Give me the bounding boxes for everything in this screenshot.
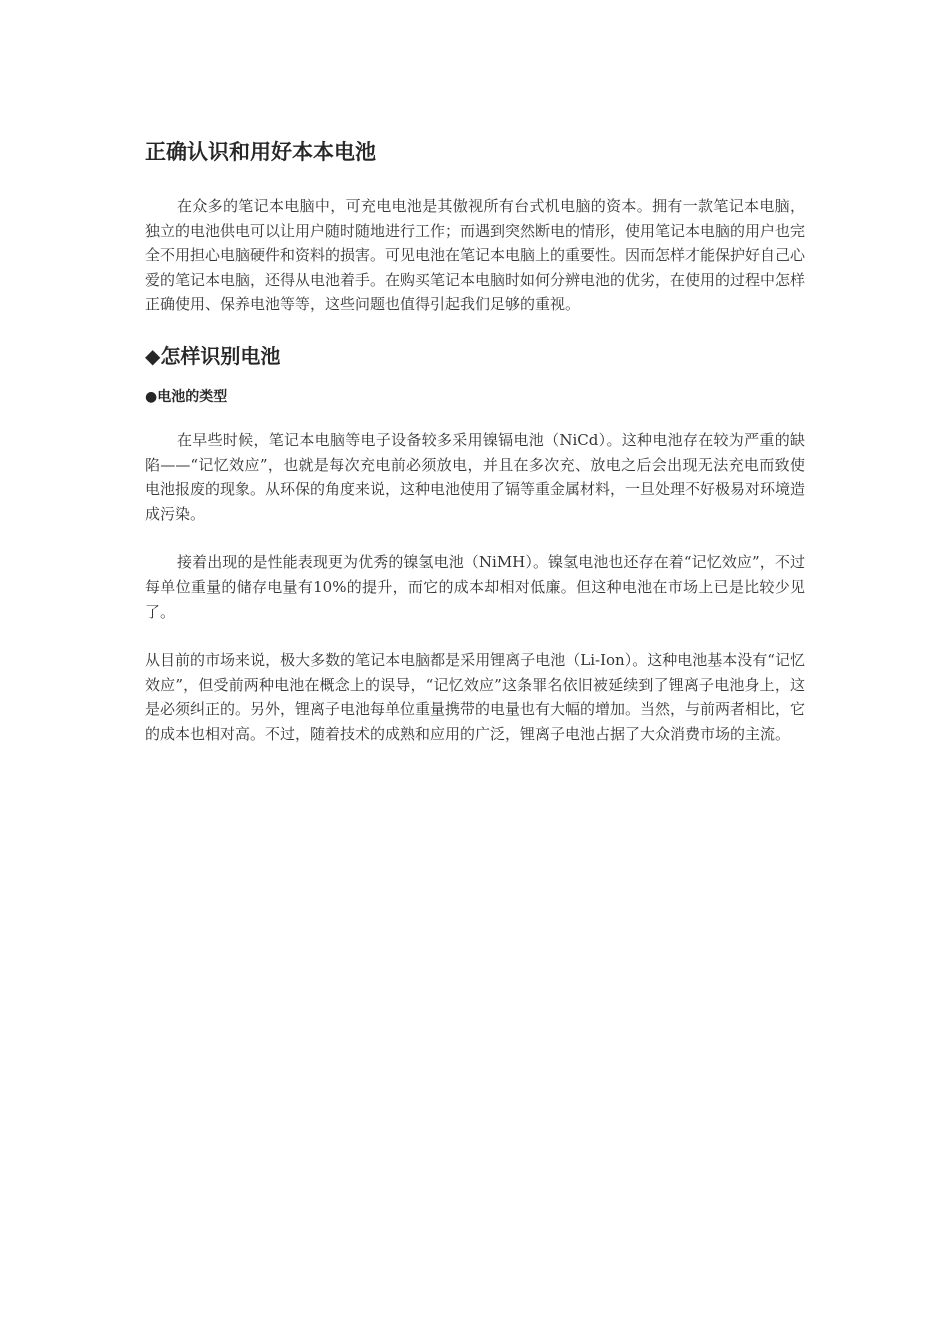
nimh-paragraph: 接着出现的是性能表现更为优秀的镍氢电池（NiMH）。镍氢电池也还存在着“记忆效应”，不过每单位重量的储存电量有10%的提升，而它的成本却相对低廉。但这种电池在市场上已是比较少见了。 <box>145 553 805 621</box>
paragraph-spacer <box>145 624 805 648</box>
liion-paragraph: 从目前的市场来说，极大多数的笔记本电脑都是采用锂离子电池（Li-Ion）。这种电池基本没有“记忆效应”，但受前两种电池在概念上的误导，“记忆效应”这条罪名依旧被延续到了锂离子电池身上，这是必须纠正的。另外，锂离子电池每单位重量携带的电量也有大幅的增加。当然，与前两者相比，它的成本也相对高。不过，随着技术的成熟和应用的广泛，锂离子电池占据了大众消费市场的主流。 <box>145 651 806 743</box>
sub-heading: ●电池的类型 <box>145 388 228 405</box>
paragraph-spacer <box>145 526 805 550</box>
section-heading: ◆怎样识别电池 <box>145 343 281 368</box>
document-page <box>145 136 805 747</box>
document-title: 正确认识和用好本本电池 <box>145 140 376 164</box>
nicd-paragraph: 在早些时候，笔记本电脑等电子设备较多采用镍镉电池（NiCd）。这种电池存在较为严重的缺陷——“记忆效应”，也就是每次充电前必须放电，并且在多次充、放电之后会出现无法充电而致使电池报废的现象。从环保的角度来说，这种电池使用了镉等重金属材料，一旦处理不好极易对环境造成污染。 <box>145 430 806 523</box>
intro-paragraph: 在众多的笔记本电脑中，可充电电池是其傲视所有台式机电脑的资本。拥有一款笔记本电脑，独立的电池供电可以让用户随时随地进行工作；而遇到突然断电的情形，使用笔记本电脑的用户也完全不用担心电脑硬件和资料的损害。可见电池在笔记本电脑上的重要性。因而怎样才能保护好自己心爱的笔记本电脑，还得从电池着手。在购买笔记本电脑时如何分辨电池的优劣，在使用的过程中怎样正确使用、保养电池等等，这些问题也值得引起我们足够的重视。 <box>145 197 806 314</box>
